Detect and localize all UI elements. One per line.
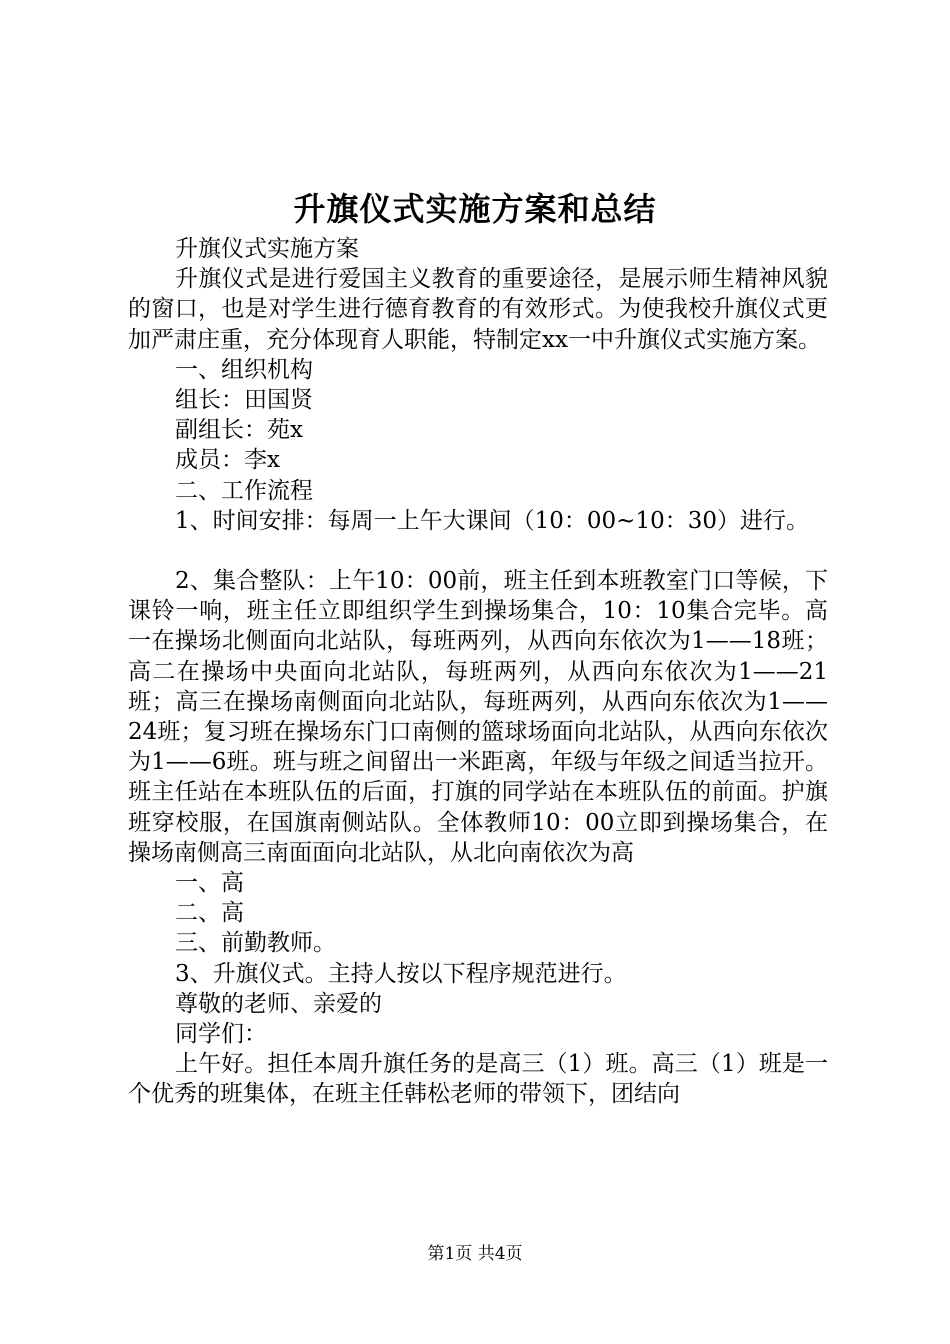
paragraph-greeting: 上午好。担任本周升旗任务的是高三（1）班。高三（1）班是一个优秀的班集体，在班主任韩松老师的带领下，团结向: [128, 1051, 828, 1108]
document-title: 升旗仪式实施方案和总结: [293, 190, 657, 228]
paragraph-grade-three: 三、前勤教师。: [175, 930, 336, 957]
paragraph-grade-two: 二、高: [175, 900, 244, 927]
paragraph-salutation: 尊敬的老师、亲爱的: [175, 990, 382, 1017]
paragraph-members: 成员：李x: [175, 447, 280, 474]
paragraph-grade-one: 一、高: [175, 870, 244, 897]
section-heading-workflow: 二、工作流程: [175, 477, 313, 504]
paragraph-plan-heading: 升旗仪式实施方案: [175, 236, 359, 262]
paragraph-students: 同学们：: [175, 1021, 267, 1048]
paragraph-assembly: 2、集合整队：上午10：00前，班主任到本班教室门口等候，下课铃一响，班主任立即组织学生到操场集合，10：10集合完毕。高一在操场北侧面向北站队，每班两列，从西向东依次为1——18班；高二在操场中央面向北站队，每班两列，从西向东依次为1——21班；高三在操场南侧面向北站队，每班两列，从西向东依次为1——24班；复习班在操场东门口南侧的篮球场面向北站队，从西向东依次为1——6班。班与班之间留出一米距离，年级与年级之间适当拉开。班主任站在本班队伍的后面，打旗的同学站在本班队伍的前面。护旗班穿校服，在国旗南侧站队。全体教师10：00立即到操场集合，在操场南侧高三南面面向北站队，从北向南依次为高: [128, 568, 828, 866]
paragraph-gap: [128, 536, 828, 566]
paragraph-deputy-leader: 副组长：苑x: [175, 417, 303, 444]
paragraph-flag-ceremony: 3、升旗仪式。主持人按以下程序规范进行。: [175, 960, 627, 987]
paragraph-intro: 升旗仪式是进行爱国主义教育的重要途径，是展示师生精神风貌的窗口，也是对学生进行德育教育的有效形式。为使我校升旗仪式更加严肃庄重，充分体现育人职能，特制定xx一中升旗仪式实施方案。: [128, 266, 828, 353]
paragraph-time-schedule: 1、时间安排：每周一上午大课间（10：00~10：30）进行。: [175, 507, 809, 534]
section-heading-organization: 一、组织机构: [175, 356, 313, 383]
document-body: [128, 234, 828, 1110]
paragraph-leader: 组长：田国贤: [175, 387, 313, 414]
page-footer: 第1页 共4页: [427, 1244, 523, 1264]
